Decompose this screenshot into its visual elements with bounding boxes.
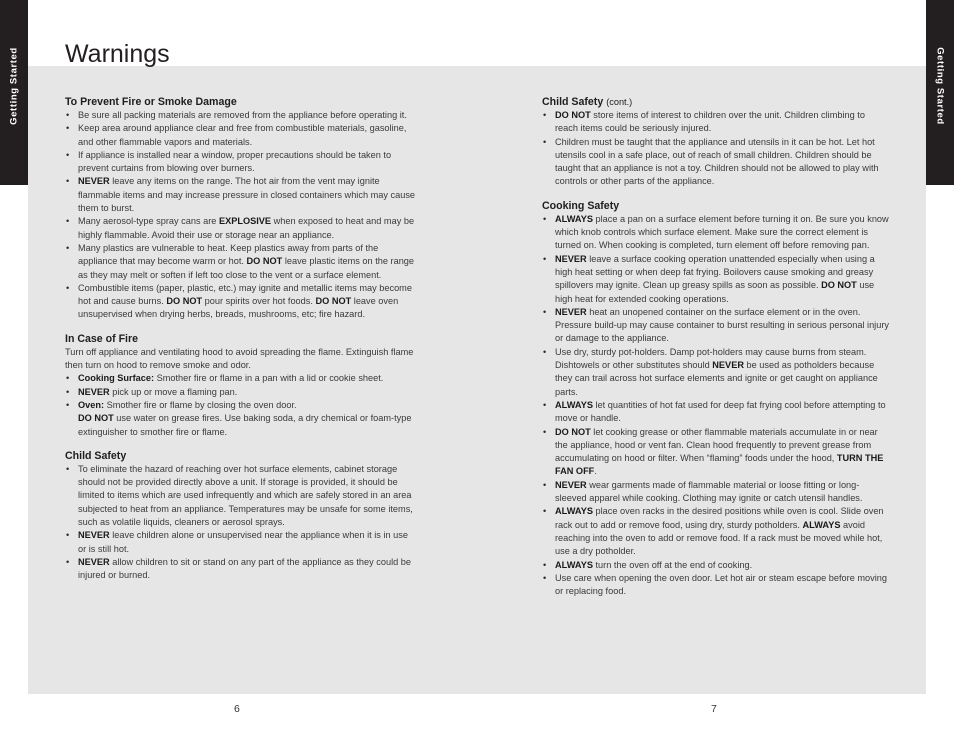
list-item: • NEVER leave any items on the range. The hot air from the vent may ignite flammable items and may increase pressure in closed containers which may cause them to burst. bbox=[65, 175, 417, 215]
section-case-of-fire bbox=[65, 332, 417, 439]
list-item: • ALWAYS let quantities of hot fat used for deep fat frying cool before attempting to move or handle. bbox=[542, 399, 890, 426]
list-item: • ALWAYS place a pan on a surface element before turning it on. Be sure you know which knob controls which surface element. Make sure the correct element is turned on. When cooking is completed, turn element off before removing pan. bbox=[542, 213, 890, 253]
side-tab-right-label: Getting Started bbox=[934, 47, 946, 125]
list-item: • Combustible items (paper, plastic, etc.) may ignite and metallic items may become hot and cause burns. DO NOT pour spirits over hot foods. DO NOT leave oven unsupervised when drying herbs, breads, mushrooms, etc; fire hazard. bbox=[65, 282, 417, 322]
page-number-left: 6 bbox=[234, 703, 240, 715]
side-tab-right bbox=[926, 0, 954, 185]
page-title: Warnings bbox=[65, 40, 170, 68]
list-item: • Use care when opening the oven door. Let hot air or steam escape before moving or replacing food. bbox=[542, 572, 890, 599]
list-item: • Many aerosol-type spray cans are EXPLOSIVE when exposed to heat and may be highly flammable. Avoid their use or storage near an appliance. bbox=[65, 215, 417, 242]
list-item: • NEVER leave a surface cooking operation unattended especially when using a high heat setting or when deep fat frying. Boilovers cause smoking and greasy spillovers may ignite. Clean up greasy spills as soon as possible. DO NOT use high heat for extended cooking operations. bbox=[542, 253, 890, 306]
list-item: • Keep area around appliance clear and free from combustible materials, gasoline, and other flammable vapors and materials. bbox=[65, 122, 417, 149]
list-item: • ALWAYS place oven racks in the desired positions while oven is cool. Slide oven rack out to add or remove food, using dry, sturdy potholders. ALWAYS avoid reaching into the oven to add or remove food. If a rack must be moved while hot, use a dry potholder. bbox=[542, 505, 890, 558]
list-item: • DO NOT let cooking grease or other flammable materials accumulate in or near the appliance, hood or vent fan. Clean hood frequently to prevent grease from accumulating on hood or filter. When “flaming” foods under the hood, TURN THE FAN OFF. bbox=[542, 426, 890, 479]
section-heading: Child Safety bbox=[65, 449, 127, 462]
list-item: • NEVER pick up or move a flaming pan. bbox=[65, 386, 417, 399]
list-item: • Use dry, sturdy pot-holders. Damp pot-holders may cause burns from steam. Dishtowels or other substitutes should NEVER be used as potholders because they can trail across hot surface elements and ignite or get caught on appliance parts. bbox=[542, 346, 890, 399]
list-item: • Children must be taught that the appliance and utensils in it can be hot. Let hot utensils cool in a safe place, out of reach of small children. Children should be taught that an appliance is not a toy. Children should not be allowed to play with controls or other parts of the appliance. bbox=[542, 136, 890, 189]
section-heading: Cooking Safety bbox=[542, 199, 620, 212]
list-item: • NEVER wear garments made of flammable material or loose fitting or long-sleeved apparel while cooking. Clothing may ignite or catch utensil handles. bbox=[542, 479, 890, 506]
bullet-list bbox=[65, 463, 417, 583]
list-item: • To eliminate the hazard of reaching over hot surface elements, cabinet storage should not be provided directly above a unit. If storage is provided, it should be limited to items which are used infrequently and which are safely stored in an area subjected to heat from an appliance. Temperatures may be unsafe for some items, such as volatile liquids, cleaners or aerosol sprays. bbox=[65, 463, 417, 529]
section-heading: To Prevent Fire or Smoke Damage bbox=[65, 96, 237, 108]
right-column bbox=[542, 95, 890, 608]
section-cooking-safety bbox=[542, 199, 890, 599]
section-intro: Turn off appliance and ventilating hood to avoid spreading the flame. Extinguish flame then turn on hood to remove smoke and odor. bbox=[65, 346, 414, 371]
bullet-list bbox=[542, 109, 890, 189]
list-item: • Oven: Smother fire or flame by closing the oven door. DO NOT use water on grease fires. Use baking soda, a dry chemical or foam-type extinguisher to smother fire or flame. bbox=[65, 399, 417, 439]
bullet-list bbox=[65, 372, 417, 438]
left-column bbox=[65, 95, 417, 593]
section-prevent-fire bbox=[65, 95, 417, 322]
list-item: • NEVER leave children alone or unsupervised near the appliance when it is in use or is still hot. bbox=[65, 529, 417, 556]
list-item: • NEVER allow children to sit or stand on any part of the appliance as they could be injured or burned. bbox=[65, 556, 417, 583]
section-child-safety bbox=[65, 449, 417, 583]
bullet-list bbox=[65, 109, 417, 322]
list-item: • ALWAYS turn the oven off at the end of cooking. bbox=[542, 559, 890, 572]
list-item: • Be sure all packing materials are removed from the appliance before operating it. bbox=[65, 109, 417, 122]
bullet-list bbox=[542, 213, 890, 599]
section-heading: In Case of Fire bbox=[65, 332, 138, 345]
section-child-safety-cont bbox=[542, 95, 890, 189]
side-tab-left bbox=[0, 0, 28, 185]
page-number-right: 7 bbox=[711, 703, 717, 715]
list-item: • Cooking Surface: Smother fire or flame in a pan with a lid or cookie sheet. bbox=[65, 372, 417, 385]
list-item: • NEVER heat an unopened container on the surface element or in the oven. Pressure build-up may cause container to burst resulting in serious personal injury or damage to the appliance. bbox=[542, 306, 890, 346]
list-item: • Many plastics are vulnerable to heat. Keep plastics away from parts of the appliance that may become warm or hot. DO NOT leave plastic items on the range as they may melt or soften if left too close to the vent or a surface element. bbox=[65, 242, 417, 282]
list-item: • If appliance is installed near a window, proper precautions should be taken to prevent curtains from blowing over burners. bbox=[65, 149, 417, 176]
section-heading: Child Safety (cont.) bbox=[542, 96, 633, 108]
list-item: • DO NOT store items of interest to children over the unit. Children climbing to reach items could be seriously injured. bbox=[542, 109, 890, 136]
side-tab-left-label: Getting Started bbox=[8, 47, 20, 125]
